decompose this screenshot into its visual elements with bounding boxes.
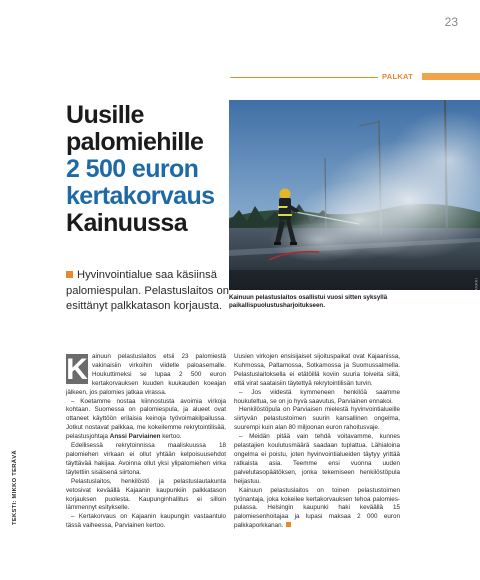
section-color-block	[422, 73, 480, 80]
lead-bullet-icon	[66, 271, 73, 278]
photo-credit: KUVA: KAINUUN PELASTUSLAITOKSEN KUVAPANKKI	[474, 278, 479, 388]
body-paragraph	[66, 353, 226, 398]
section-rule	[230, 77, 378, 78]
body-text: ainuun pelastuslaitos etsii 23 palomiestä vakinaisiin virkoihin viidelle paloasemalle. Houkuttimeksi se lupaa 2 500 euron kertakorvauksen kuuden kuukauden koeajan jälkeen, jos palomies jatkaa virassa.	[66, 353, 226, 396]
body-column-1	[66, 353, 226, 531]
headline	[66, 102, 231, 237]
photo-caption: Kainuun pelastuslaitos osallistui vuosi sitten syksyllä paikallispuolustusharjoitukseen.	[229, 294, 388, 309]
headline-line: Uusille	[66, 101, 144, 129]
body-paragraph	[66, 398, 226, 443]
headline-line: 2 500 euron	[66, 155, 199, 183]
firefighter-photo-illustration	[229, 100, 480, 290]
body-text: – Koetamme nostaa kiinnostusta avoimia virkoja kohtaan. Suomessa on palomiespula, ja alueet ovat ottaneet käyttöön erilaisia keinoja työvoimakilpailussa. Jotkut nostavat palkkaa, me kokeilemme rekrytointilisää, pelastusjohtaja	[66, 397, 226, 441]
headline-line: palomiehille	[66, 128, 204, 156]
body-paragraph: Pelastuslaitos, henkilöstö ja pelastuslautakunta vetosivat keväällä Kajaanin kaupunkiin palkkatason korjauksen puolesta. Kaupunginhallitus ei silloin lämmennyt esitykselle.	[66, 477, 226, 512]
body-paragraph	[234, 487, 400, 532]
headline-line: kertakorvaus	[66, 182, 215, 210]
end-mark-icon	[286, 522, 291, 527]
body-column-2	[234, 353, 400, 531]
lead-text: Hyvinvointialue saa käsiinsä palomiespulan. Pelastuslaitos on esittänyt palkkatason korjausta.	[66, 269, 229, 313]
page-number: 23	[444, 15, 458, 29]
body-text: Kainuun pelastuslaitos on toinen pelastustoimen työnantaja, joka kokeilee kertakorvauksen tehoa palomies-pulassa. Helsingin kaupunki haki keväällä 15 palomiesenhoitajaa ja lupasi maksaa 2 000 euron palkkaporkkanan.	[234, 486, 400, 530]
body-paragraph: Henkilöstöpula on Parviaisen mielestä hyvinvointialueille siirtyvän pelastustoimen suurin kansallinen ongelma, suurempi kuin alan 80 miljoonan euron rahoitusvaje.	[234, 406, 400, 432]
body-paragraph: Edellisessä rekrytoinnissa maaliskuussa 18 palomiehen virkaan ei ollut yhtään kelpoisuusehdot täyttävää hakijaa. Avoinna ollut yksi ylipalomiehen virka täytettiin sisäisenä siirtona.	[66, 442, 226, 476]
section-label: PALKAT	[382, 72, 414, 81]
byline: TEKSTI: MIKKO TERÄVÄ	[12, 450, 18, 525]
body-paragraph: – Kertakorvaus on Kajaanin kaupungin vastaantulo tässä vaiheessa, Parviainen kertoo.	[66, 513, 226, 530]
body-paragraph: – Meidän pitää vain tehdä voitavamme, kunnes pelastajien koulutusmäärä saadaan tuplattua. Lähialoina ongelma ei poistu, joten hyvinvointialueiden täytyy yrittää ratkaista asia. Teemme ensi vuonna uuden palvelutasopäätöksen, jonka tekemiseen henkilöstöpula heijastuu.	[234, 433, 400, 485]
person-name: Anssi Parviainen	[109, 433, 161, 441]
body-paragraph: – Jos viidestä kymmeneen henkilöä saamme houkuteltua, se on jo hyvä saavutus, Parviainen ennakoi.	[234, 388, 400, 405]
lead-paragraph	[66, 268, 230, 315]
section-header	[230, 72, 480, 82]
drop-cap: K	[66, 353, 88, 386]
headline-line: Kainuussa	[66, 209, 188, 237]
body-text: kertoo.	[162, 433, 182, 441]
body-paragraph: Uusien virkojen ensisijaiset sijoituspaikat ovat Kajaanissa, Kuhmossa, Paltamossa, Sotkamossa ja Suomussalmella. Pelastuslaitoksella ei etätöillä koviin suuria toiveita siitä, että virat saataisiin täytettyä rekrytointilisän turvin.	[234, 353, 400, 387]
